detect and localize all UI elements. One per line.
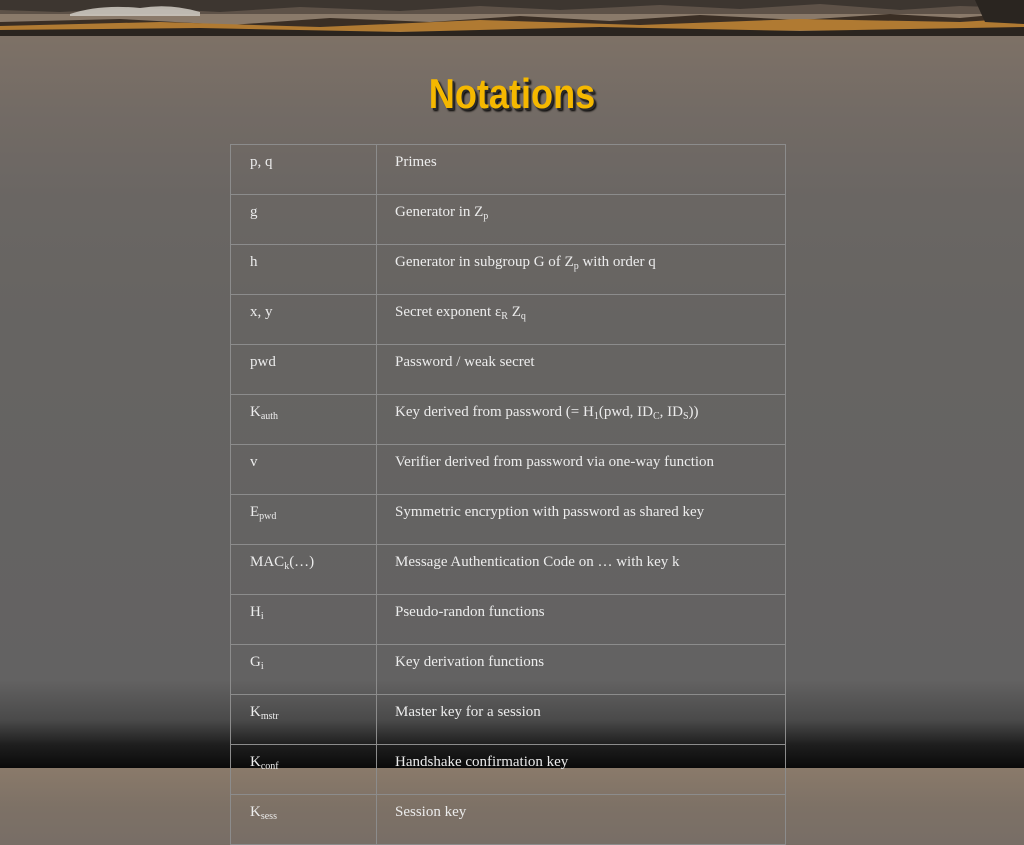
notation-symbol: [231, 245, 377, 295]
notation-row: [231, 245, 786, 295]
notation-row: [231, 295, 786, 345]
notation-symbol: [231, 445, 377, 495]
notation-symbol: [231, 545, 377, 595]
subscript: C: [652, 411, 660, 422]
top-landscape-banner: [0, 0, 1024, 40]
notation-row: [231, 695, 786, 745]
subscript: k: [284, 561, 290, 572]
notation-description: [377, 645, 786, 695]
slide-title: Notations: [428, 70, 596, 117]
notation-description: [377, 295, 786, 345]
text-segment: H: [250, 604, 261, 620]
notation-symbol: [231, 145, 377, 195]
subscript: p: [573, 261, 579, 272]
notation-symbol: [231, 745, 377, 795]
subscript: 1: [593, 411, 599, 422]
text-segment: Key derived from password (= H: [395, 404, 594, 420]
subscript: mstr: [260, 711, 279, 722]
notation-symbol: [231, 195, 377, 245]
notation-description: [377, 395, 786, 445]
text-segment: MAC: [250, 554, 285, 570]
text-segment: Generator in Z: [395, 204, 484, 220]
notation-description: [377, 595, 786, 645]
notation-description: [377, 795, 786, 845]
subscript: conf: [260, 761, 279, 772]
text-segment: h: [250, 254, 258, 270]
notation-symbol: [231, 495, 377, 545]
notation-description: [377, 345, 786, 395]
text-segment: Verifier derived from password via one-way function: [395, 454, 715, 470]
text-segment: Message Authentication Code on … with key k: [395, 554, 680, 570]
text-segment: )): [688, 404, 699, 420]
notation-symbol: [231, 295, 377, 345]
text-segment: (…): [289, 554, 315, 570]
notation-row: [231, 445, 786, 495]
text-segment: Session key: [395, 804, 467, 820]
text-segment: K: [250, 754, 261, 770]
text-segment: Key derivation functions: [395, 654, 545, 670]
notation-symbol: [231, 345, 377, 395]
text-segment: Generator in subgroup G of Z: [395, 254, 574, 270]
text-segment: K: [250, 404, 261, 420]
text-segment: Z: [507, 304, 521, 320]
text-segment: Symmetric encryption with password as shared key: [395, 504, 705, 520]
text-segment: , ID: [659, 404, 683, 420]
text-segment: Master key for a session: [395, 704, 541, 720]
notation-symbol: [231, 395, 377, 445]
subscript: pwd: [259, 511, 277, 522]
subscript: q: [520, 311, 526, 322]
text-segment: Pseudo-randon functions: [395, 604, 545, 620]
subscript: S: [682, 411, 689, 422]
notation-row: [231, 595, 786, 645]
text-segment: Password / weak secret: [395, 354, 535, 370]
subscript: i: [260, 661, 264, 672]
text-segment: (pwd, ID: [598, 404, 653, 420]
text-segment: with order q: [578, 254, 656, 270]
text-segment: Handshake confirmation key: [395, 754, 569, 770]
notation-description: [377, 695, 786, 745]
notation-description: [377, 245, 786, 295]
notation-symbol: [231, 795, 377, 845]
subscript: sess: [260, 811, 277, 822]
notation-symbol: [231, 695, 377, 745]
text-segment: pwd: [250, 354, 276, 370]
notation-row: [231, 495, 786, 545]
notation-row: [231, 545, 786, 595]
notation-description: [377, 145, 786, 195]
text-segment: p, q: [250, 154, 273, 170]
notation-symbol: [231, 645, 377, 695]
text-segment: K: [250, 804, 261, 820]
notation-symbol: [231, 595, 377, 645]
subscript: R: [501, 311, 508, 322]
notation-description: [377, 445, 786, 495]
subscript: p: [483, 211, 489, 222]
text-segment: v: [250, 454, 258, 470]
notation-description: [377, 195, 786, 245]
notation-row: [231, 345, 786, 395]
subscript: i: [260, 611, 264, 622]
notation-row: [231, 795, 786, 845]
text-segment: x, y: [250, 304, 273, 320]
notation-table: [230, 144, 786, 845]
text-segment: G: [250, 654, 261, 670]
notation-row: [231, 745, 786, 795]
notation-description: [377, 745, 786, 795]
notation-row: [231, 145, 786, 195]
text-segment: Primes: [395, 154, 437, 170]
notation-row: [231, 195, 786, 245]
text-segment: Secret exponent ε: [395, 304, 502, 320]
text-segment: g: [250, 204, 258, 220]
notation-row: [231, 395, 786, 445]
text-segment: K: [250, 704, 261, 720]
text-segment: E: [250, 504, 260, 520]
notation-description: [377, 545, 786, 595]
notation-row: [231, 645, 786, 695]
subscript: auth: [260, 411, 279, 422]
notation-description: [377, 495, 786, 545]
